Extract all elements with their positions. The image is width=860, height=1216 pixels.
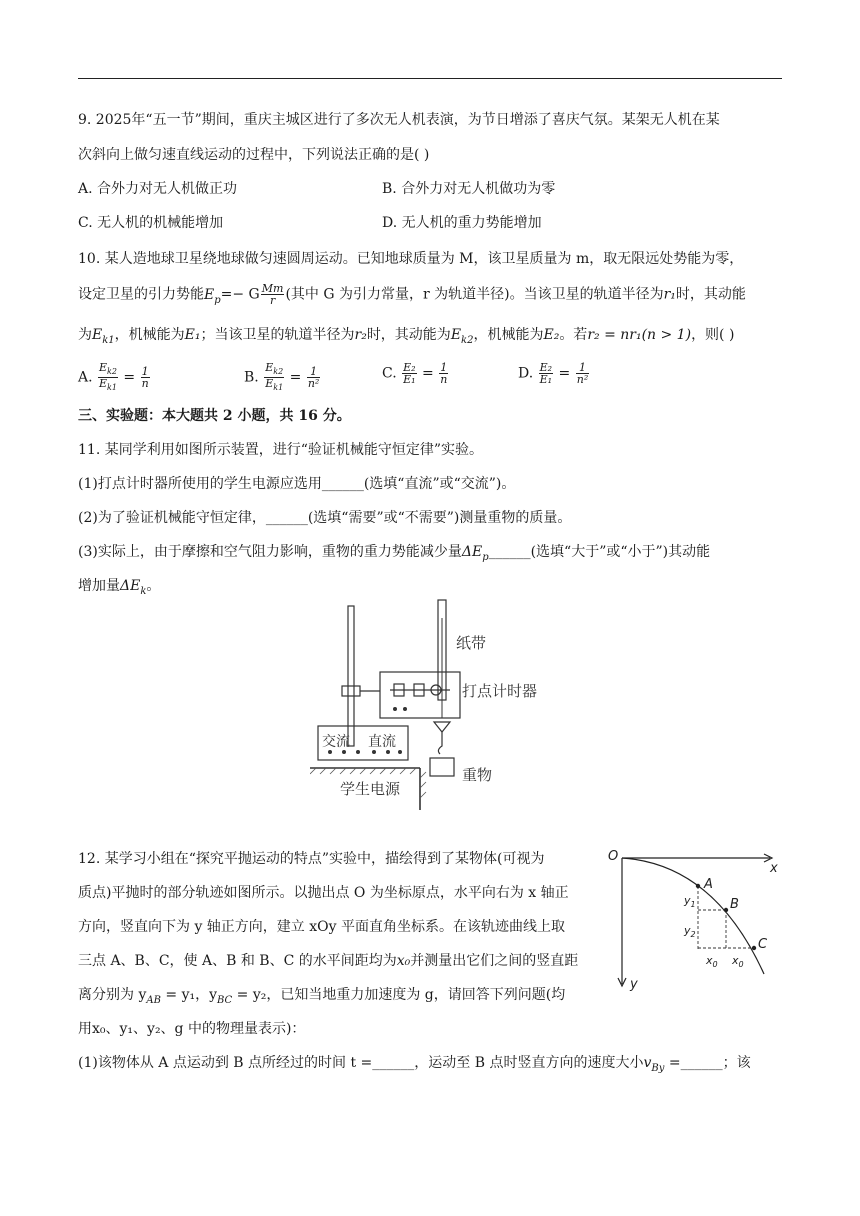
q10-text: ，机械能为 [473,327,544,343]
q10-text: 时，其动能为 [366,327,451,343]
q11-text: (3)实际上，由于摩擦和空气阻力影响，重物的重力势能减少量 [78,544,462,560]
q12-line6: 用x₀、y₁、y₂、g 中的物理量表示)： [78,1021,306,1037]
frac: $\frac{\text{E₂}}{\text{E₁}}$ [539,361,553,386]
q10-text: 时，其动能 [675,286,746,303]
q10-ek2: $E_{k2}$ [450,327,474,346]
left-rod [348,606,354,746]
q11-part3 [78,542,710,568]
frac: $\frac{1}{n}$ [141,365,149,391]
q10-ek1: $E_{k1}$ [92,327,115,346]
frac: $\frac{\text{E₂}}{\text{E₁}}$ [403,361,416,386]
q11-text: 增加量 [78,578,120,594]
frac: $\frac{1}{\text{n²}}$ [576,361,589,386]
q10-formula: =− G [220,286,260,303]
q10-text: ；当该卫星的轨道半径为 [200,327,355,343]
frac: $\frac{E_{k2}}{E_{k1}}$ [99,361,117,393]
q10-option-a[interactable]: A. $\frac{E_{k2}}{E_{k1}}$ = $\frac{1}{n}$ [78,361,149,393]
q10-text: ，则( ) [691,327,735,343]
frac: $\frac{E_{k2}}{E_{k1}}$ [265,361,284,393]
frac: $\frac{1}{\text{n²}}$ [307,365,320,391]
q9-option-b[interactable]: B. 合外力对无人机做功为零 [382,181,556,197]
q10-r1: r₁ [663,286,676,303]
q9-option-a[interactable]: A. 合外力对无人机做正功 [78,181,238,197]
delta-ep: $\Delta E_p$ [461,544,489,563]
label-b: B [730,897,739,912]
q10-relation: r₂ = nr₁(n > 1) [587,327,692,343]
q11-stem: 11. 某同学利用如图所示装置，进行“验证机械能守恒定律”实验。 [78,442,484,458]
trajectory-curve [622,858,764,974]
point-b [724,908,728,912]
label-timer: 打点计时器 [462,682,538,700]
q9-stem-line1: 9. 2025年“五一节”期间，重庆主城区进行了多次无人机表演，为节日增添了喜庆气氛。某架无人机在某 [78,112,720,128]
q10-fraction-mm-r: $\frac{Mm}{r}$ [261,282,284,307]
q12-text: 离分别为 y [78,987,147,1003]
label-x: x [770,861,778,876]
label-x0-first: $x_0$ [706,954,718,969]
point-c [752,946,756,950]
q12-text: 并测量出它们之间的竖直距 [410,953,579,969]
label-y2: $y_2$ [684,924,696,939]
option-letter: B. [244,369,259,386]
delta-ek: $\Delta E_k$ [120,578,147,597]
left-clamp [342,686,360,696]
q11-apparatus-figure [310,598,550,813]
q11-part3-cont: 增加量$\Delta E_k$。 [78,578,161,597]
q12-line7: (1)该物体从 A 点运动到 B 点所经过的时间 t =______，运动至 B 点时竖直方向的速度大小$v_{By}$ =______；该 [78,1055,751,1074]
q10-e1: E₁ [184,327,201,343]
q10-text: ，机械能为 [114,327,185,343]
q12-text: = y₂，已知当地重力加速度为 g，请回答下列问题(均 [232,987,566,1003]
q9-option-c[interactable]: C. 无人机的机械能增加 [78,215,224,231]
q10-text: (其中 G 为引力常量，r 为轨道半径)。当该卫星的轨道半径为 [285,286,664,303]
top-rule [78,78,782,79]
label-dc: 直流 [368,734,396,750]
q10-e2: E₂ [543,327,560,343]
q11-part1: (1)打点计时器所使用的学生电源应选用______(选填“直流”或“交流”)。 [78,476,516,492]
q10-text: 设定卫星的引力势能 [78,286,204,303]
label-y: y [630,977,638,992]
q10-stem-line1: 10. 某人造地球卫星绕地球做匀速圆周运动。已知地球质量为 M，该卫星质量为 m，取无限远处势能为零， [78,251,744,267]
label-weight: 重物 [462,766,493,784]
q12-text: = y₁，y [160,987,217,1003]
q12-trajectory-figure [604,842,784,992]
q10-option-d[interactable]: D. $\frac{\text{E₂}}{\text{E₁}}$ = $\frac{1}{\text{n²}}$ [518,361,589,386]
label-power: 学生电源 [340,780,401,798]
q10-option-b[interactable]: B. $\frac{E_{k2}}{E_{k1}}$ = $\frac{1}{\text{n²}}$ [244,361,320,393]
option-letter: D. [518,365,534,382]
q12-text: =______；该 [664,1055,751,1071]
timer-box [380,672,460,718]
q12-text: (1)该物体从 A 点运动到 B 点所经过的时间 t =______，运动至 B 点时竖直方向的速度大小 [78,1055,644,1071]
q12-line2: 质点)平抛时的部分轨迹如图所示。以抛出点 O 为坐标原点，水平向右为 x 轴正 [78,885,569,901]
q12-x0: x₀ [396,953,411,969]
label-x0-second: $x_0$ [732,954,744,969]
q10-option-c[interactable]: C. $\frac{\text{E₂}}{\text{E₁}}$ = $\frac{1}{n}$ [382,361,448,386]
label-paper-tape: 纸带 [456,634,487,652]
section-heading: 三、实验题：本大题共 2 小题，共 16 分。 [78,408,351,424]
q11-part2: (2)为了验证机械能守恒定律，______(选填“需要”或“不需要”)测量重物的质量。 [78,510,572,526]
q10-ep: $E_p$ [204,286,221,306]
label-a: A [704,877,713,892]
label-ac: 交流 [322,734,350,750]
q10-stem-line2 [78,283,746,310]
label-y1: $y_1$ [684,894,696,909]
q10-stem-line3 [78,325,734,351]
q12-line3: 方向，竖直向下为 y 轴正方向，建立 xOy 平面直角坐标系。在该轨迹曲线上取 [78,919,565,935]
option-letter: C. [382,365,397,382]
q10-r2: r₂ [354,327,367,343]
weight-block [430,758,454,776]
label-o: O [608,849,619,864]
frac: $\frac{1}{n}$ [440,361,448,386]
q11-text: ______(选填“大于”或“小于”)其动能 [488,544,711,560]
q9-option-d[interactable]: D. 无人机的重力势能增加 [382,215,542,231]
point-a [696,884,700,888]
q12-line5: 离分别为 $y_{AB} = y_1$，$y_{BC} = y_2$，已知当地重力加速度为 g，请回答下列问题(均 [78,987,566,1006]
q12-text: 三点 A、B、C，使 A、B 和 B、C 的水平间距均为 [78,953,397,969]
q12-line4 [78,951,578,971]
q12-line1: 12. 某学习小组在“探究平抛运动的特点”实验中，描绘得到了某物体(可视为 [78,851,545,867]
option-letter: A. [78,369,93,386]
q10-text: 。若 [559,327,588,343]
label-c: C [758,937,768,952]
q10-text: 为 [78,327,92,343]
q9-stem-line2: 次斜向上做匀速直线运动的过程中，下列说法正确的是( ) [78,147,430,163]
